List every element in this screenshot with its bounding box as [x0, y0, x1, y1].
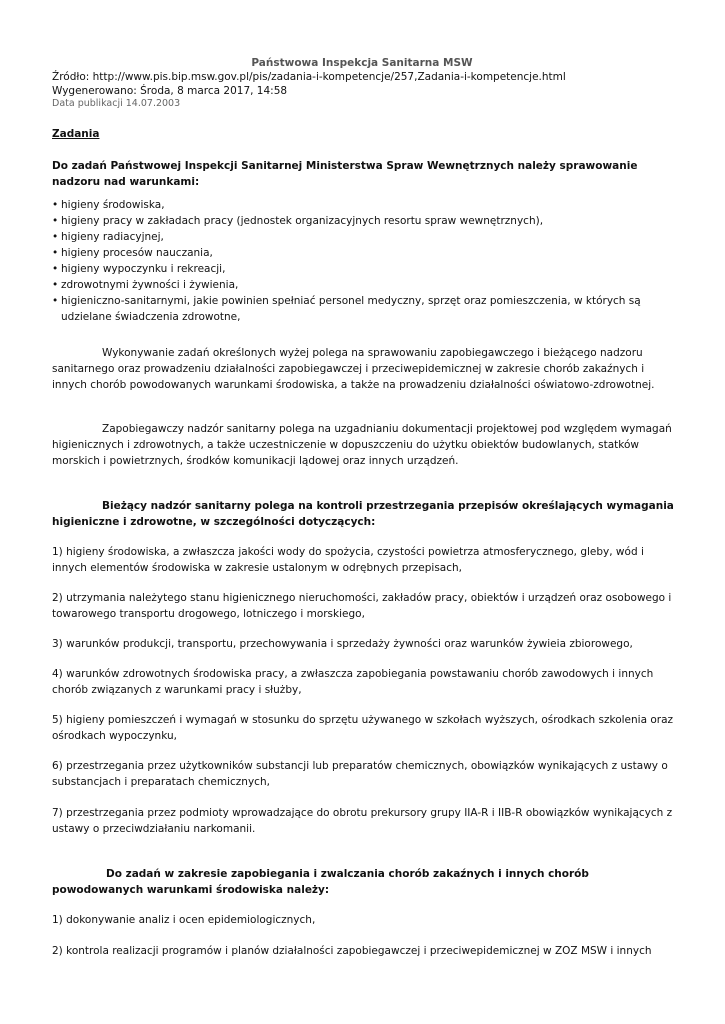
current-supervision-heading: Bieżący nadzór sanitarny polega na kontroli przestrzegania przepisów określających wymagania higieniczne i zdrowotne, w szczególności dotyczących:: [52, 500, 674, 528]
current-item-1: 1) higieny środowiska, a zwłaszcza jakości wody do spożycia, czystości powietrza atmosferycznego, gleby, wód i innych elementów środowiska w zakresie ustalonym w odrębnych przepisach,: [52, 546, 644, 574]
list-item: • higieny procesów nauczania,: [52, 247, 213, 259]
generated-date: Wygenerowano: Środa, 8 marca 2017, 14:58: [52, 85, 288, 97]
bullet-icon: •: [52, 231, 59, 243]
list-item: • zdrowotnymi żywności i żywienia,: [52, 279, 239, 291]
section-title: Zadania: [52, 128, 100, 140]
list-item: • higieniczno-sanitarnymi, jakie powinien spełniać personel medyczny, sprzęt oraz pomieszczenia, w których są udzielane świadczenia zdrowotne,: [52, 295, 641, 323]
list-item: • higieny wypoczynku i rekreacji,: [52, 263, 226, 275]
bullet-icon: •: [52, 199, 59, 211]
bullet-icon: •: [52, 247, 59, 259]
current-item-5: 5) higieny pomieszczeń i wymagań w stosunku do sprzętu używanego w szkołach wyższych, ośrodkach szkolenia oraz ośrodkach wypoczynku,: [52, 714, 674, 742]
current-item-7: 7) przestrzegania przez podmioty wprowadzające do obrotu prekursory grupy IIA-R i IIB-R obowiązków wynikających z ustawy o przeciwdziałaniu narkomanii.: [52, 807, 673, 835]
list-item: • higieny radiacyjnej,: [52, 231, 164, 243]
list-item: • higieny środowiska,: [52, 199, 165, 211]
bullet-icon: •: [52, 263, 59, 275]
source-url: Źródło: http://www.pis.bip.msw.gov.pl/pis/zadania-i-kompetencje/257,Zadania-i-kompetencje.html: [52, 71, 566, 83]
current-item-6: 6) przestrzegania przez użytkowników substancji lub preparatów chemicznych, obowiązków wynikających z ustawy o substancjach i preparatach chemicznych,: [52, 760, 668, 788]
prevention-item-1: 1) dokonywanie analiz i ocen epidemiologicznych,: [52, 914, 316, 926]
paragraph-preventive-supervision: Zapobiegawczy nadzór sanitarny polega na uzgadnianiu dokumentacji projektowej pod względem wymagań higienicznych i zdrowotnych, a także uczestniczenie w dopuszczeniu do użytku obiektów budowlanych, statków morskich i powietrznych, środków komunikacji lądowej oraz innych urządzeń.: [52, 423, 672, 467]
intro-paragraph: Do zadań Państwowej Inspekcji Sanitarnej Ministerstwa Spraw Wewnętrznych należy sprawowanie nadzoru nad warunkami:: [52, 160, 638, 188]
supervision-list: [52, 197, 674, 325]
document-title: Państwowa Inspekcja Sanitarna MSW: [251, 57, 473, 69]
bullet-icon: •: [52, 295, 59, 307]
paragraph-activities: Wykonywanie zadań określonych wyżej polega na sprawowaniu zapobiegawczego i bieżącego nadzoru sanitarnego oraz prowadzeniu działalności zapobiegawczej i przeciwepidemicznej w zakresie chorób zakaźnych i innych chorób powodowanych warunkami środowiska, a także na prowadzeniu działalności oświatowo-zdrowotnej.: [52, 347, 655, 391]
prevention-item-2: 2) kontrola realizacji programów i planów działalności zapobiegawczej i przeciwepidemicznej w ZOZ MSW i innych: [52, 945, 652, 957]
bullet-icon: •: [52, 215, 59, 227]
current-item-2: 2) utrzymania należytego stanu higienicznego nieruchomości, zakładów pracy, obiektów i urządzeń oraz osobowego i towarowego transportu drogowego, lotniczego i morskiego,: [52, 592, 672, 620]
list-item: • higieny pracy w zakładach pracy (jednostek organizacyjnych resortu spraw wewnętrznych),: [52, 215, 544, 227]
bullet-icon: •: [52, 279, 59, 291]
prevention-heading: Do zadań w zakresie zapobiegania i zwalczania chorób zakaźnych i innych chorób powodowanych warunkami środowiska należy:: [52, 868, 589, 896]
current-item-4: 4) warunków zdrowotnych środowiska pracy, a zwłaszcza zapobiegania powstawaniu chorób zawodowych i innych chorób związanych z warunkami pracy i służby,: [52, 668, 654, 696]
current-item-3: 3) warunków produkcji, transportu, przechowywania i sprzedaży żywności oraz warunków żywieia zbiorowego,: [52, 638, 633, 650]
publication-date: Data publikacji 14.07.2003: [52, 98, 181, 109]
